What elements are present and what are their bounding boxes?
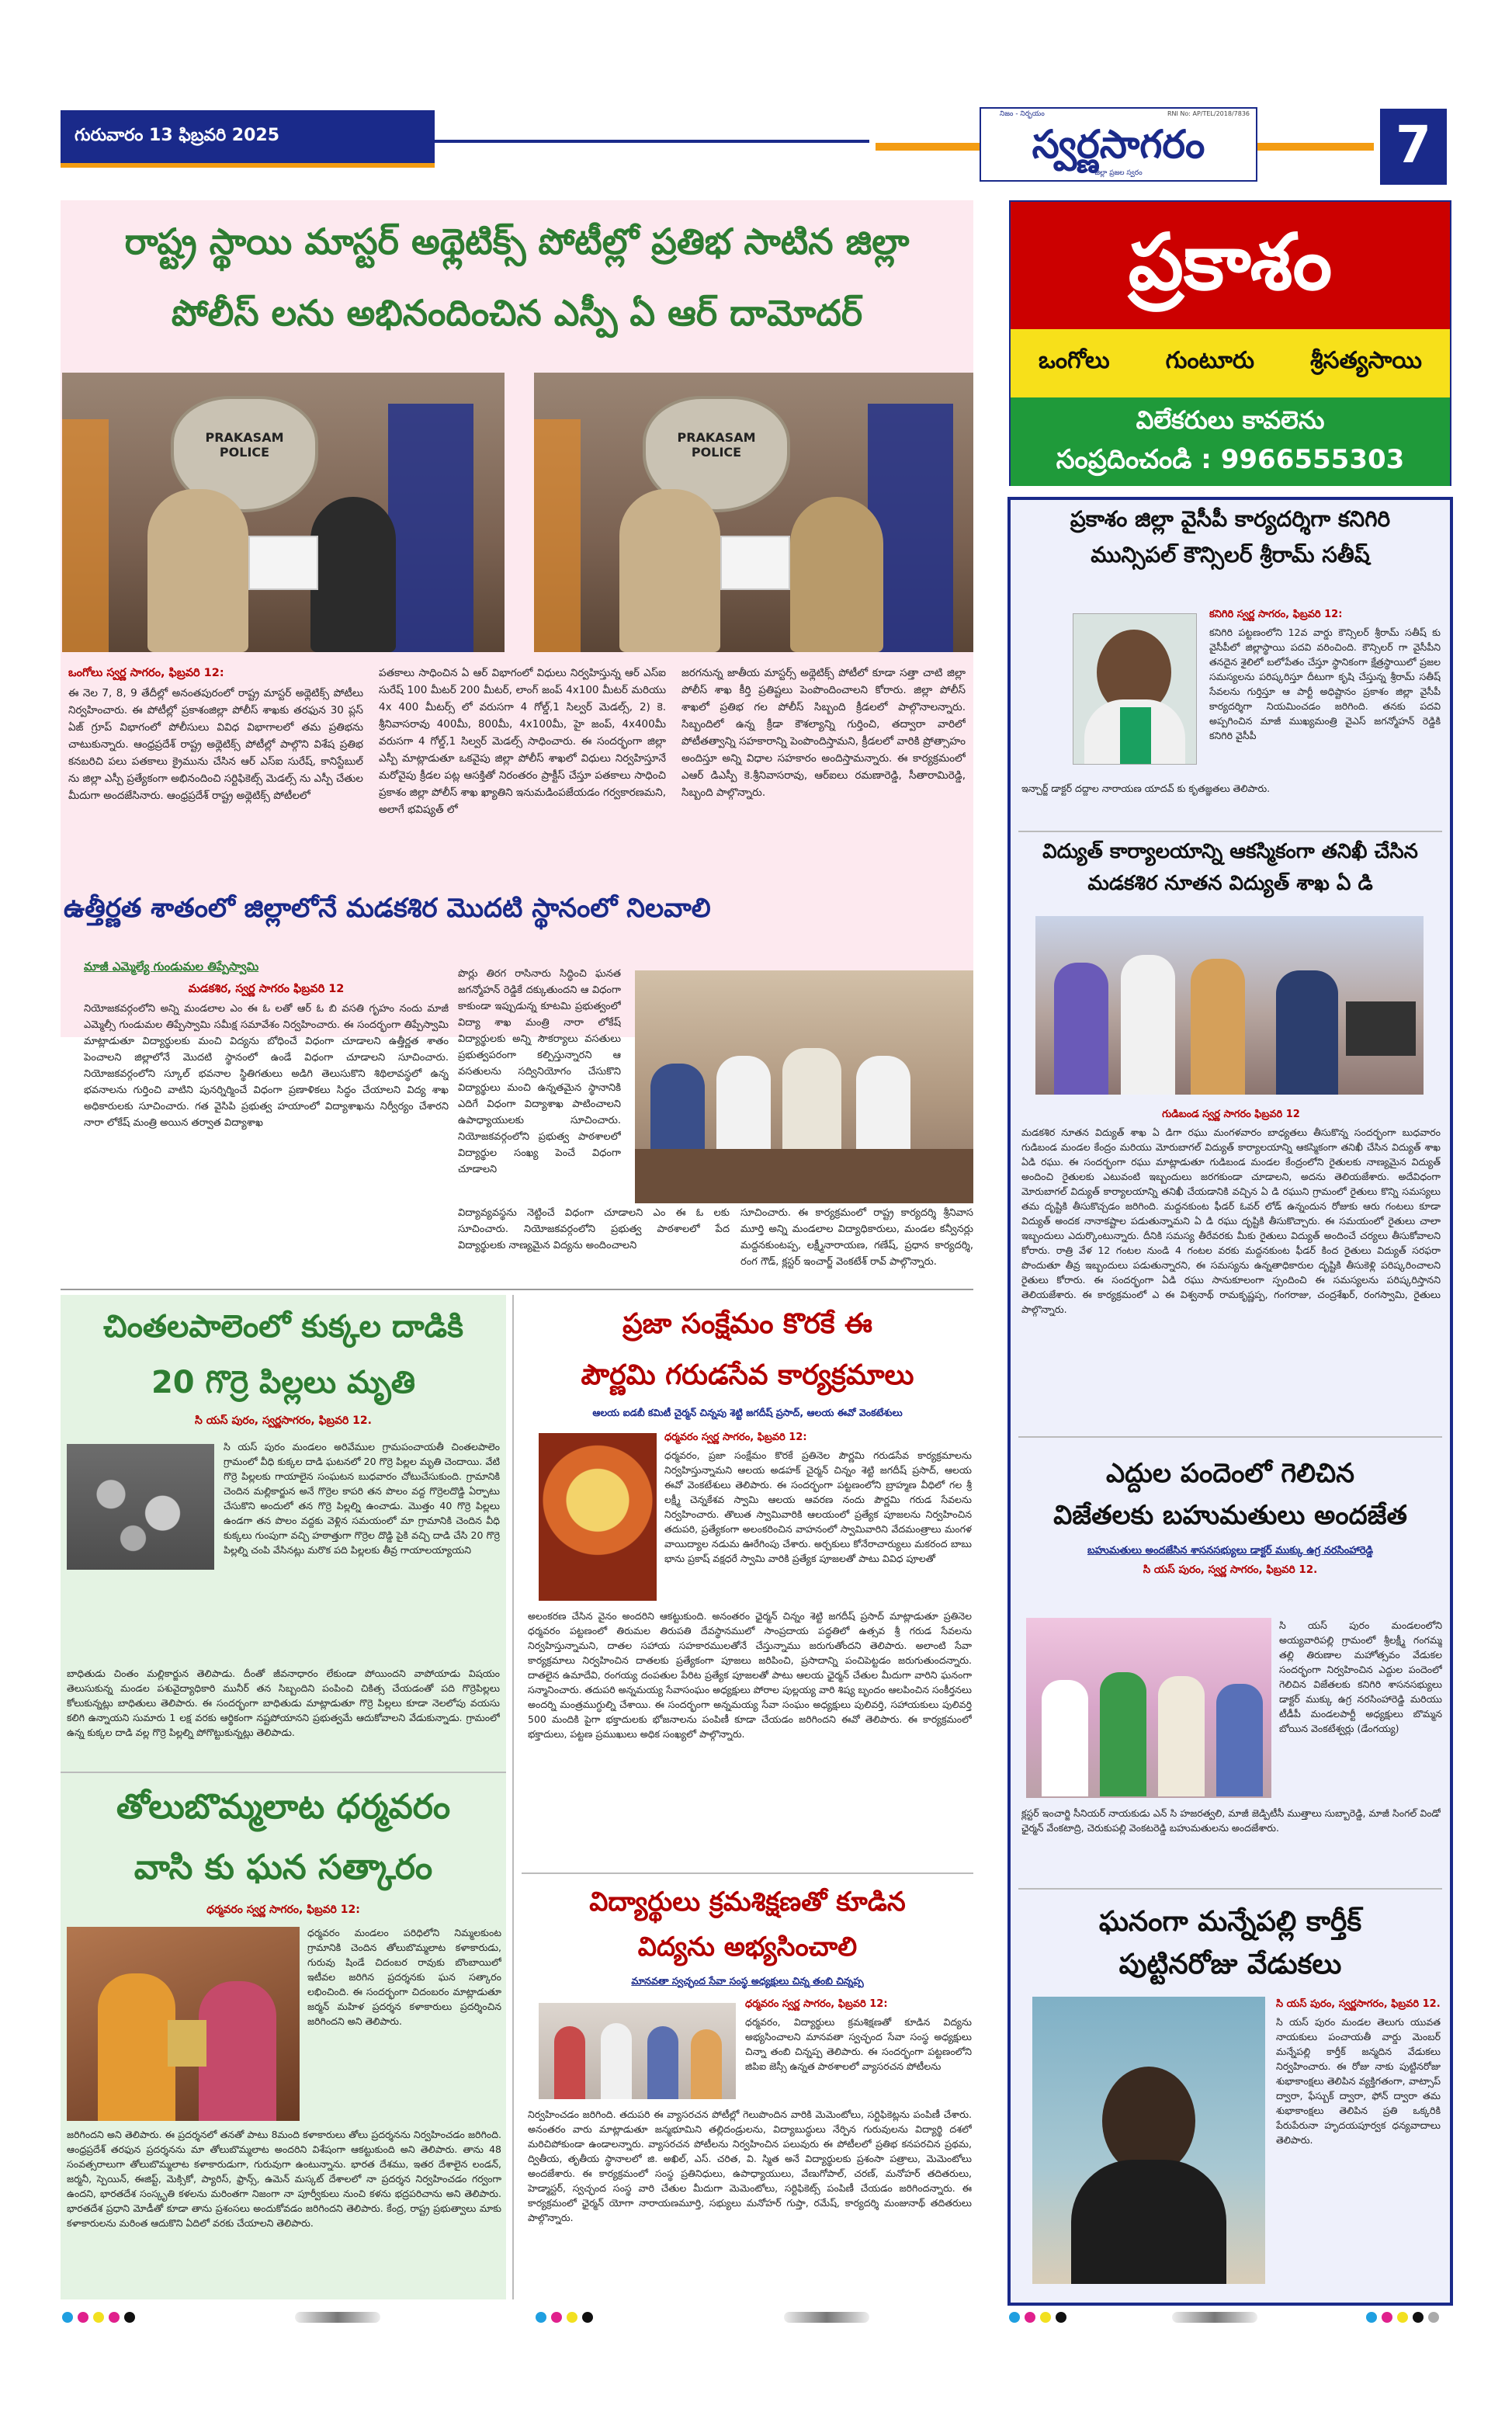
headline-students-2: విద్యను అభ్యసించాలి	[637, 1931, 858, 1963]
headline-ycp-1: ప్రకాశం జిల్లా వైసీపీ కార్యదర్శిగా కనిగిరి	[1070, 506, 1391, 532]
headline-madakasira: ఉత్తీర్ణత శాతంలో జిల్లాలోనే మడకశిర మొదటి స్థానంలో నిలవాలి	[64, 893, 711, 924]
bullock-body: సి యస్ పురం మండలంలోని అయ్యవారిపల్లి గ్రామంలో శ్రీలక్ష్మీ గంగమ్మ తల్లి తిరుణాల మహోత్సవం వేడుకల సందర్భంగా నిర్వహించిన ఎద్దుల పందెంలో గెలిచిన విజేతలకు కనిగిరి శాసనసభ్యులు డాక్టర్ ముక్కు ఉగ్ర నరసింహారెడ్డి మరియు టీడీపీ మండలపార్టీ అధ్యక్షులు బొమ్మన బోయిన వెంకటేశ్వర్లు (డేంగయ్య)	[1279, 1619, 1442, 1734]
students-dateline: ధర్మవరం స్వర్ణ సాగరం, ఫిబ్రవరి 12:	[745, 1998, 888, 2010]
headline-athletics-1: రాష్ట్ర స్థాయి మాస్టర్ అథ్లెటిక్స్ పోటీల్లో ప్రతిభ సాటిన జిల్లా	[124, 220, 910, 262]
emblem-sign: PRAKASAM POLICE	[205, 430, 284, 460]
footer-color-marks-far-right	[1366, 2312, 1439, 2323]
athletics-col-1: ఒంగోలు స్వర్ణ సాగరం, ఫిబ్రవరి 12: ఈ నెల 7, 8, 9 తేదీల్లో అనంతపురంలో రాష్ట్ర మాస్టర్ అథ్లెటిక్స్ పోటీలు నిర్వహించారు. ఈ పోటీల్లో ప్రకాశంజిల్లా పోలీస్ శాఖకు తరఫున 30 ప్లస్ ఏజ్ గ్రూప్ విభాగంలో పోలీసులు వివిధ విభాగాలలో తమ ప్రతిభను చాటుకున్నారు. ఆంధ్రప్రదేశ్ రాష్ట్ర అథ్లెటిక్స్ పోటీల్లో పాల్గొని విశేష ప్రతిభ కనబరిచి పలు పతకాలు క్రైమును చేసిన ఆర్ ఎస్ఐ సురేష్, కానిస్టేబుల్ ను జిల్లా ఎస్పీ ప్రత్యేకంగా అభినందించి సర్టిఫికెట్స్ మెడల్స్ ను ఎస్పీ చేతుల మీదుగా అందజేసినారు. ఆంధ్రప్రదేశ్ రాష్ట్ర అథ్లెటిక్స్ పోటీలలో	[68, 665, 363, 1022]
headline-bullock-2: విజేతలకు బహుమతులు అందజేత	[1053, 1499, 1407, 1531]
certificate-2	[720, 536, 790, 590]
headline-dog-attack-1: చింతలపాలెంలో కుక్కల దాడికి	[102, 1309, 464, 1345]
athlete-figure	[310, 497, 396, 652]
ad-place-2: గుంటూరు	[1165, 347, 1255, 374]
constable-figure	[790, 497, 883, 652]
ad-place-1: ఒంగోలు	[1038, 347, 1110, 374]
garuda-dateline: ధర్మవరం స్వర్ణ సాగరం, ఫిబ్రవరి 12:	[664, 1432, 807, 1443]
column-divider	[512, 1295, 514, 2299]
birthday-dateline: సి యస్ పురం, స్వర్ణసాగరం, ఫిబ్రవరి 12.	[1276, 1998, 1441, 2010]
athletics-col-2: పతకాలు సాధించిన ఏ ఆర్ విభాగంలో విధులు నిర్వహిస్తున్న ఆర్ ఎస్ఐ సురేష్ 100 మీటర్ 200 మీటర్, లాంగ్ జంప్ 4x100 మీటర్ మరియు 4x 400 మీటర్స్ లో వరుసగా 4 గోల్డ్,1 సిల్వర్ మెడల్స్, 2) కె. శ్రీనివాసరావు 400మీ, 800మీ, 4x100మీ, హై జంప్, 4x400మీ వరుసగా 4 గోల్డ్,1 సిల్వర్ మెడల్స్ సాధించారు. ఈ సందర్భంగా జిల్లా ఎస్పీ మాట్లాడుతూ ఒకవైపు జిల్లా పోలీస్ శాఖలో విధులు నిర్వహిస్తూనే మరోవైపు క్రీడల పట్ల ఆసక్తితో నిరంతరం ప్రాక్టీస్ చేస్తూ పతకాలు సాధించి ప్రకాశం జిల్లా పోలీస్ శాఖ ఖ్యాతిని ఇనుమడింపజేయడం గర్వకారణమని, అలాగే భవిష్యత్ లో	[379, 667, 666, 816]
footer-color-marks-mid	[536, 2312, 593, 2323]
masthead-rni: RNI No: AP/TEL/2018/7836	[1167, 110, 1250, 117]
certificate	[248, 536, 318, 590]
issue-date: గురువారం 13 ఫిబ్రవరి 2025	[75, 126, 280, 145]
section-divider	[61, 1289, 973, 1290]
ycp-body-end: ఇన్చార్జ్ డాక్టర్ దద్దాల నారాయణ యాదవ్ కు కృతజ్ఞతలు తెలిపారు.	[1021, 783, 1271, 794]
headline-puppetry-2: వాసి కు ఘన సత్కారం	[134, 1848, 433, 1887]
headline-garuda-1: ప్రజా సంక్షేమం కొరకే ఈ	[622, 1308, 872, 1340]
dog-attack-body: సి యస్ పురం మండలం అరివేముల గ్రామపంచాయతీ చింతలపాలెం గ్రామంలో వీధి కుక్కల దాడి ఘటనలో 20 గొర్రె పిల్లల మృతి చెందాయి. వేటి గొర్రె పిల్లలకు గాయాలైన సంఘటన బుధవారం చోటుచేసుకుంది. గ్రామానికి చెందిన మల్లికార్జున అనే గొర్రెల కాపరి తన పొలం వద్ద గొర్రెలదొడ్డి ఏర్పాటు చేసుకొని అందులో తన గొర్రె పిల్లల్ని ఉంచాడు. మొత్తం 40 గొర్రె పిల్లలు ఉండగా తన పొలం వద్దకు వెళ్లిన సమయంలో మా గ్రామానికి చెందిన వీధి కుక్కలు గుంపుగా వచ్చి హఠాత్తుగా గొర్రెల దొడ్డి పైకి వచ్చి దాడి చేసి 20 గొర్రె పిల్లల్ని చంపి వేసినట్లు మరొక పది పిల్లలకు తీవ్ర గాయాలయ్యాయని	[224, 1441, 500, 1556]
headline-birthday-2: పుట్టినరోజు వేడుకలు	[1118, 1948, 1342, 1980]
photo-garuda-deity	[539, 1433, 657, 1601]
athletics-col-3: జరగనున్న జాతీయ మాస్టర్స్ అథ్లెటిక్స్ పోటీలో కూడా సత్తా చాటి జిల్లా పోలీస్ శాఖ కీర్తి ప్రతిష్టలు పెంపొందించాలని కోరారు. జిల్లా పోలీస్ శాఖలో ప్రతిభ గల పోలీస్ సిబ్బంది క్రీడలలో పాల్గొనాలన్నారు. సిబ్బందిలో ఉన్న క్రీడా కౌశల్యాన్ని గుర్తించి, తద్వారా వారిలో పోటీతత్వాన్ని సహకారాన్ని పెంపొందిస్తామని, క్రీడలలో వారికి ప్రోత్సాహం అందిస్తూ అన్ని విధాల సహకారం అందిస్తామన్నారు. ఈ కార్యక్రమంలో ఎఆర్ డిఎస్పీ కె.శ్రీనివాసరావు, ఆర్ఐలు రమణారెడ్డి, సీతారామిరెడ్డి, సిబ్బంది పాల్గొన్నారు.	[681, 667, 966, 799]
garuda-body-end: అలంకరణ చేసిన వైనం అందరిని ఆకట్టుకుంది. అనంతరం ఛైర్మన్ చిన్నం శెట్టి జగదీష్ ప్రసాద్ మాట్లాడుతూ ప్రతినెల ధర్మవరం పట్టణంలో తిరుమల తిరుపతి దేవస్థానములో సాంప్రదాయ పద్ధతిలో ఉత్సవ శ్రీ గరుడ సేవలను నిర్వహిస్తున్నామని, దాతల సహాయ సహకారములతోనే చేస్తున్నాము జరుగుతోందని తెలిపారు. అలాంటి సేవా కార్యక్రమాలు నిర్వహించిన దాతలకు ప్రత్యేకంగా పూజలు జరిపించి, ప్రసాదాన్ని పంచిపెట్టడం జరుగుతుందన్నారు. దాతలైన ఉమాదేవి, రంగయ్య దంపతుల పేరిట ప్రత్యేక పూజలతో పాటు ఆలయ ఛైర్మన్ చేతుల మీదుగా వారిని ఘనంగా సన్మానించారు. తదుపరి అన్నమయ్య సేవాసంఘం అధ్యక్షులు పోరాల పుల్లయ్య వారి శిష్య బృందం ఆలపించిన సంకీర్తనలు అందర్ని మంత్రముగ్ధుల్ని చేశాయి. ఈ సందర్భంగా అన్నమయ్య సేవా సంఘం అధ్యక్షులు పులివర్తి, సహాయకులు పులివర్తి 500 మందికి పైగా భక్తాదులకు భోజనాలను పంపిణీ కూడా చేయడం జరిగిందని ఈవో తెలిపారు. ఈ కార్యక్రమంలో భక్తాదులు, పట్టణ ప్రముఖులు అధిక సంఖ్యలో పాల్గొన్నారు.	[528, 1610, 972, 1740]
birthday-body: సి యస్ పురం, స్వర్ణసాగరం, ఫిబ్రవరి 12. సి యస్ పురం మండల తెలుగు యువత నాయకులు పంచాయతీ వార్డు మెంబర్ మన్నేపల్లి కార్తీక్ జన్మదిన వేడుకలు నిర్వహించారు. ఈ రోజు నాకు పుట్టినరోజు శుభాకాంక్షలు తెలిపిన వ్యక్తిగతంగా, వాట్సాప్ ద్వారా, ఫేస్బుక్ ద్వారా, ఫోన్ ద్వారా తమ శుభాకాంక్షలు తెలిపిన ప్రతి ఒక్కరికి పేరుపేరునా హృదయపూర్వక ధన్యవాదాలు తెలిపారు.	[1276, 1998, 1441, 2146]
students-body: ధర్మవరం స్వర్ణ సాగరం, ఫిబ్రవరి 12: ధర్మవరం, విద్యార్థులు క్రమశిక్షణతో కూడిన విద్యను అభ్యసించాలని మానవతా స్వచ్ఛంద సేవా సంస్థ అధ్యక్షులు చిన్నా తంబి చిన్నప్ప తెలిపారు. ఈ సందర్భంగా పట్టణంలోని జిపిఐ జెస్సీ ఉన్నత పాఠశాలలో వ్యాసరచన పోటీలను	[745, 1998, 972, 2072]
story-birthday	[1018, 1888, 1442, 2299]
photo-karthik	[1032, 1997, 1265, 2284]
photo-prize-distribution	[1026, 1618, 1271, 1798]
photo-puppetry-award	[67, 1927, 300, 2121]
headline-ycp-2: మున్సిపల్ కౌన్సిలర్ శ్రీరామ్ సతీష్	[1091, 541, 1370, 567]
electricity-body: గుడిబండ స్వర్ణ సాగరం ఫిబ్రవరి 12 మడకశిర నూతన విద్యుత్ శాఖ ఏ డిగా రఘు మంగళవారం బాధ్యతలు తీసుకొన్న సందర్భంగా బుధవారం గుడిబండ మండల కేంద్రం మరియు మోరుబాగల్ విద్యుత్ కార్యాలయాన్ని ఆకస్మికంగా తనిఖీ చేసిన విద్యుత్ శాఖ ఏడి రఘు. ఈ సందర్భంగా రఘు మాట్లాడుతూ గుడిబండ మండల కేంద్రంలోని రైతులకు నాణ్యమైన విద్యుత్ అందించి రైతులకు ఎటువంటి ఇబ్బందులు జరగకుండా చూడాలని, అదను తెలియజేశారు. అదేవిధంగా మోరుబాగల్ విద్యుత్ కార్యాలయాన్ని తనిఖీ చేయడానికి వచ్చిన ఏ డి రఘుని గ్రామంలో రైతులు కొన్ని సమస్యలు తమ దృష్టికి తీసుకొచ్చడం జరిగింది. మద్దనకుంట ఫీడర్ ఓవర్ లోడ్ ఉన్నందున రోజుకు ఆరు గంటలు కూడా విద్యుత్ అందక నానాకష్టాల పడుతున్నామని ఏ డి రఘు దృష్టికి తీసుకొచ్చారు. ఈ సమయంలో రైతులు చాలా ఇబ్బందులు ఎదుర్కొంటున్నారు. దీనికి సమస్య తీరేవరకు మీకు రైతులు విద్యుత్ అందించే చర్యలు తీసుకోవాలని కోరారు. రాత్రి వేళ 12 గంటల నుండి 4 గంటల వరకు మద్దనకుంట ఫీడర్ కింద రైతులు విద్యుత్ సరఫరా పొందుతూ తీవ్ర ఇబ్బందులు పడుతున్నారని, ఈ సమస్యను ఉన్నతాధికారుల దృష్టికి తీసుకెళ్లి పరిష్కరించాలని రైతులు కోరారు. ఈ సందర్భంగా ఏడి రఘు సానుకూలంగా స్పందించి ఈ సమస్యలను పరిష్కరిస్తానని తెలియజేశారు. ఈ కార్యక్రమంలో ఎ ఈ విశ్వనాథ్ రామకృష్ణప్ప, గంగరాజు, చంద్రశేఖర్, రంగస్వామి, రైతులు పాల్గొన్నారు.	[1021, 1109, 1441, 1315]
puppetry-body-end: జరిగిందని అని తెలిపారు. ఈ ప్రదర్శనలో తనతో పాటు 8మంది కళాకారులు తోలు ప్రదర్శనను నిర్వహించడం జరిగింది. ఆంధ్రప్రదేశ్ తరఫున ప్రదర్శనను మా తోలుబొమ్మలాట అందరిని విశేషంగా ఆకట్టుకుంది అని తెలిపారు. తాను 48 సంవత్సరాలుగా తోలుబొమ్మలాట కళాకారుడుగా, గురువుగా ఉంటున్నాను. భారత దేశము, ఇతర దేశాలైన లండన్, జర్మనీ, స్పెయిన్, ఈజిప్ట్, మెక్సికో, ప్యారిస్, ఫ్రాన్స్, ఉమెన్ మస్కట్ దేశాలలో నా ప్రదర్శన నిర్వహించడం గర్వంగా ఉందని, భారతదేశ సంస్కృతి కళలను మరింతగా నిజంగా నా పూర్వీకులు నుంచి కళను భద్రపరిచాను అని తెలిపారు. భారతదేశ ప్రధాని మోడీతో కూడా తాను ప్రశంసలు అందుకోవడం జరిగిందని తెలిపారు. కేంద్ర, రాష్ట్ర ప్రభుత్వాలు మాకు కళాకారులను మరింత ఆదుకొని ఏదిలో వరకు చేయాలని తెలిపారు.	[67, 2129, 501, 2229]
headline-electricity-1: విద్యుత్ కార్యాలయాన్ని ఆకస్మికంగా తనిఖీ చేసిన	[1042, 840, 1418, 863]
story-dog-attack	[61, 1295, 506, 1778]
madakasira-col-4: సూచించారు. ఈ కార్యక్రమంలో రాష్ట్ర కార్యదర్శి శ్రీనివాస మూర్తి అన్ని మండలాల విద్యాధికారులు, మండల కన్వీనర్లు మద్దనకుంటప్ప, లక్ష్మీనారాయణ, గణేష్, ప్రధాన కార్యదర్శి, రంగ గౌడ్, క్లస్టర్ ఇంచార్జ్ వెంకటేశ్ రావ్ పాల్గొన్నారు.	[740, 1207, 973, 1268]
footer-color-marks-right	[1009, 2312, 1066, 2323]
headline-bullock-1: ఎద్దుల పందెంలో గెలిచిన	[1105, 1458, 1355, 1489]
photo-sriram-satish	[1073, 613, 1197, 765]
story-students	[522, 1872, 973, 2299]
masthead-title: స్వర్ణసాగరం	[1032, 122, 1205, 167]
ad-place-3: శ్రీసత్యసాయి	[1310, 347, 1422, 374]
footer-gray-bar-mid	[784, 2312, 869, 2323]
puppetry-dateline: ధర్మవరం స్వర్ణ సాగరం, ఫిబ్రవరి 12:	[206, 1904, 360, 1916]
story-ycp-secretary	[1018, 505, 1442, 823]
photo-sp-felicitation-2	[534, 373, 973, 652]
dog-attack-body-end: బాధితుడు చింతం మల్లికార్జున తెలిపాడు. దీంతో జీవనాధారం లేకుండా పోయిందని వాపోయాడు విషయం తెలుసుకున్న మండల పశువైద్యాధికారి మునీర్ తన సిబ్బందిని పంపించి చికిత్స చేయడంతో పది గొర్రెపిల్లలు కోలుకున్నట్లు బాధితులు తెలిపారు. ఈ సందర్భంగా బాధితుడు మాట్లాడుతూ గొర్రె పిల్లలు కూడా నెలలోపు వయసు కలిగి ఉన్నాయని సుమారు 1 లక్ష వరకు ఆర్థికంగా నష్టపోయానని ప్రభుత్వమే ఆదుకోవాలని వేడుకున్నాడు. గ్రామంలో ఉన్న కుక్కల దాడి వల్ల గొర్రె పిల్లల్ని పోగొట్టుకున్నట్లు తెలిపాడు.	[67, 1668, 500, 1738]
electricity-dateline: గుడిబండ స్వర్ణ సాగరం ఫిబ్రవరి 12	[1162, 1109, 1300, 1120]
ad-wanted: విలేకరులు కావలెను	[1136, 405, 1325, 435]
madakasira-dateline: మడకశిర, స్వర్ణ సాగరం ఫిబ్రవరి 12	[188, 983, 345, 995]
officer-figure	[147, 489, 248, 652]
footer-gray-bar-left	[295, 2312, 380, 2323]
headline-garuda-2: పౌర్ణమి గరుడసేవ కార్యక్రమాలు	[581, 1359, 914, 1391]
ad-places-band	[1011, 329, 1450, 397]
masthead-tagline-top: నిజం - నిర్భయం	[1000, 110, 1045, 118]
story-puppetry	[61, 1772, 506, 2299]
headline-students-1: విద్యార్థులు క్రమశిక్షణతో కూడిన	[589, 1886, 906, 1918]
puppetry-body: ధర్మవరం మండలం పరిధిలోని నిమ్మలకుంట గ్రామానికి చెందిన తోలుబొమ్మలాట కళాకారుడు, గురువు షిండే చిదంబర రావుకు బొంబాయిలో ఇటీవల జరిగిన ప్రదర్శనకు ఘన సత్కారం లభించింది. ఈ సందర్భంగా చిదంబరం మాట్లాడుతూ జర్మన్ మహిళ ప్రదర్శన కళాకారులు ప్రదర్శించిన జరిగిందని అని తెలిపారు.	[307, 1927, 501, 2027]
footer-color-marks-left	[62, 2312, 135, 2323]
ad-phone: సంప్రదించండి : 9966555303	[1056, 444, 1405, 475]
madakasira-subhead: మాజీ ఎమ్మెల్యే గుండుమల తిప్పేస్వామి	[84, 960, 259, 974]
page-number: 7	[1396, 115, 1431, 175]
header-rule-left	[435, 140, 869, 143]
story-garuda-seva	[522, 1295, 973, 1872]
date-bar	[61, 110, 435, 168]
photo-students-award	[539, 2003, 736, 2099]
footer-gray-bar-right	[1172, 2312, 1257, 2323]
madakasira-col-3: విద్యావ్యవస్థను నెట్టించే విధంగా చూడాలని ఎం ఈ ఓ లకు సూచించారు. నియోజకవర్గంలోని ప్రభుత్వ పాఠశాలలో పేద విద్యార్థులకు నాణ్యమైన విద్యను అందించాలని	[458, 1207, 730, 1251]
bullock-body-end: క్లస్టర్ ఇంచార్జి సీనియర్ నాయకుడు ఎన్ సి హజరత్వలి, మాజీ జెడ్పిటీసీ ముత్తాలు సుబ్బారెడ్డి, మాజీ సింగల్ విండో ఛైర్మన్ వేంకటాద్రి, చెరుకుపల్లి వెంకటరెడ్డి బహుమతులను అందజేశారు.	[1021, 1807, 1441, 1834]
headline-athletics-2: పోలీస్ లను అభినందించిన ఎస్పీ ఏ ఆర్ దామోదర్	[171, 292, 863, 334]
photo-meeting	[635, 970, 973, 1203]
emblem-sign-2: PRAKASAM POLICE	[677, 430, 756, 460]
ycp-dateline: కనిగిరి స్వర్ణ సాగరం, ఫిబ్రవరి 12:	[1209, 609, 1343, 620]
students-body-end: నిర్వహించడం జరిగింది. తదుపరి ఈ వ్యాసరచన పోటీల్లో గెలుపొందిన వారికి మెమెంటోలు, సర్టిఫికెట్లను పంపిణీ చేశారు. అనంతరం వారు మాట్లాడుతూ జన్మభూమిని తల్లిదండ్రులను, విద్యాబుద్ధులు నేర్పిన గురువులను విద్యార్థి దశలో మరిచిపోకుండా ఉండాలన్నారు. వ్యాసరచన పోటీలను నిర్వహించిన పలువురు ఈ పోటీలలో ప్రతిభ కనపరచిన ప్రథమ, ద్వితీయ, తృతీయ స్థానాలలో జి. అఖిల్, ఎస్. చరిత, వి. స్మిత అనే విద్యార్థులకు ప్రశంసా పత్రాలు, మెమెంటోలు అందజేశారు. ఈ కార్యక్రమంలో సంస్థ ప్రతినిధులు, ఉపాధ్యాయులు, వేణుగోపాల్, చరణ్, మనోహర్ తదితరులు, హెడ్మాస్టర్, స్వచ్ఛంద సంస్థ వారి చేతుల మీదుగా మెమెంటోలు, సర్టిఫికెట్స్ పంపిణీ చేయడం జరిగిందన్నారు. ఈ కార్యక్రమంలో ఛైర్మన్ యోగా నారాయణమూర్తి, సభ్యులు మనోహర్ గుప్తా, రమేష్, కార్యదర్శి మంజునాథ్ తదితరులు పాల్గొన్నారు.	[528, 2108, 972, 2223]
madakasira-col-1: మడకశిర, స్వర్ణ సాగరం ఫిబ్రవరి 12 నియోజకవర్గంలోని అన్ని మండలాల ఎం ఈ ఓ లతో ఆర్ ఓ బి వసతి గృహం నందు మాజీ ఎమ్మెల్సీ గుండుమల తిప్పేస్వామి సమీక్ష సమావేశం నిర్వహించారు. ఈ సందర్భంగా తిప్పేస్వామి మాట్లాడుతూ విద్యార్థులకు మంచి విద్యను బోధించే విధంగా చూడాలని ఉత్తీర్ణత శాతం పెంచాలని జిల్లాలోనే మొదటి స్థానంలో ఉండే విధంగా చూడాలని సూచించారు. నియోజకవర్గంలోని స్కూల్ భవనాల స్థితిగతులు అడిగి తెలుసుకొని శిథిలావస్థలో ఉన్న భవనాలను గుర్తించి వాటిని పునర్నిర్మించే విధంగా ప్రణాళికలు సిద్ధం చేయాలని విద్య శాఖ అధికారులకు సూచించారు. గత వైసిపి ప్రభుత్వ హయాంలో విద్యాశాఖను నిర్వీర్యం చేశారని నారా లోకేష్ మంత్రి అయిన తర్వాత విద్యాశాఖ	[84, 983, 449, 1129]
ycp-body: కనిగిరి స్వర్ణ సాగరం, ఫిబ్రవరి 12: కనిగిరి పట్టణంలోని 12వ వార్డు కౌన్సిలర్ శ్రీరామ్ సతీష్ కు వైసీపీలో జిల్లాస్థాయి పదవి వరించింది. కౌన్సిలర్ గా వైసీపీని తనదైన శైలిలో బలోపేతం చేస్తూ స్థానికంగా క్షేత్రస్థాయిలో ప్రజల సమస్యలను పరిష్కరిస్తూ దీటుగా కృషి చేస్తున్న శ్రీరామ్ సతీష్ సేవలను గుర్తిస్తూ ఆ పార్టీ అధిష్టానం ప్రకాశం జిల్లా వైసీపీ కార్యదర్శిగా నియమించడం జరిగింది. తనకు పదవి అప్పగించిన మాజీ ముఖ్యమంత్రి వైఎస్ జగన్మోహన్ రెడ్డికి కనిగిరి వైసీపీ	[1209, 609, 1441, 741]
photo-dead-lambs	[67, 1444, 214, 1570]
photo-sp-felicitation-1	[62, 373, 505, 652]
ad-prakasam	[1009, 200, 1451, 486]
dog-attack-dateline: సి యస్ పురం, స్వర్ణసాగరం, ఫిబ్రవరి 12.	[195, 1414, 372, 1427]
students-subhead: మానవతా స్వచ్ఛంద సేవా సంస్థ అధ్యక్షులు చిన్న తంబి చిన్నప్ప	[631, 1975, 864, 1987]
headline-electricity-2: మడకశిర నూతన విద్యుత్ శాఖ ఏ డి	[1087, 872, 1373, 896]
officer-figure-2	[619, 489, 720, 652]
header-rule-accent	[876, 143, 980, 151]
garuda-subhead: ఆలయ ఐడబీ కమిటీ చైర్మన్ చిన్నపు శెట్టి జగదీష్ ప్రసాద్, ఆలయ ఈవో వెంకటేశులు	[592, 1407, 903, 1418]
headline-dog-attack-2: 20 గొర్రె పిల్లలు మృతి	[151, 1365, 416, 1400]
story-bullock-race	[1018, 1436, 1442, 1886]
masthead	[980, 107, 1257, 182]
bullock-subhead: బహుమతులు అందజేసిన శాసనసభ్యులు డాక్టర్ ముక్కు ఉగ్ర నరసింహారెడ్డి	[1087, 1544, 1374, 1557]
headline-puppetry-1: తోలుబొమ్మలాట ధర్మవరం	[116, 1787, 451, 1827]
photo-electricity-inspection	[1035, 916, 1424, 1095]
bullock-dateline: సి యస్ పురం, స్వర్ణ సాగరం, ఫిబ్రవరి 12.	[1143, 1563, 1318, 1576]
ad-title: ప్రకాశం	[1128, 217, 1333, 307]
header-rule-accent-right	[1257, 143, 1374, 151]
masthead-tagline-bottom: జిల్లా ప్రజల స్వరం	[1094, 169, 1143, 177]
garuda-body: ధర్మవరం స్వర్ణ సాగరం, ఫిబ్రవరి 12: ధర్మవరం, ప్రజా సంక్షేమం కొరకే ప్రతినెల పౌర్ణమి గరుడసేవ కార్యక్రమాలను నిర్వహిస్తున్నామని ఆలయ అడహక్ చైర్మన్ చిన్నం శెట్టి జగదీష్ ప్రసాద్, ఆలయ ఈవో వెంకటేశులు తెలిపారు. ఈ సందర్భంగా పట్టణంలోని బ్రాహ్మణ వీధిలో గల శ్రీ లక్ష్మీ చెన్నకేశవ స్వామి ఆలయ ఆవరణ నందు పౌర్ణమి గరుడ సేవలను నిర్వహించారు. తొలుత స్వామివారికి ఆలయంలో ప్రత్యేక పూజలను నిర్వహించిన తదుపరి, ప్రత్యేకంగా అలంకరించిన వాహనంలో స్వామివారిని వేదమంత్రాలు మంగళ వాయిద్యాల నడుమ ఊరేగింపు చేశారు. అర్చకులు కోనేరాచార్యులు మకరంద బాబు భాను ప్రకాష్ వక్షధరే స్వామి వారికి ప్రత్యేక పూజలతో పాటు వివిధ పూలతో	[664, 1432, 972, 1564]
athletics-dateline: ఒంగోలు స్వర్ణ సాగరం, ఫిబ్రవరి 12:	[68, 667, 224, 679]
madakasira-col-2: పొర్లు తిరగ రాసినారు సిద్ధించి ఘనత జగన్మోహన్ రెడ్డికే దక్కుతుందని ఆ విధంగా కాకుండా ఇప్పుడున్న కూటమి ప్రభుత్వంలో విద్యా శాఖ మంత్రి నారా లోకేష్ విద్యార్థులకు అన్ని సౌకర్యాలు వసతులు ప్రభుత్వపరంగా కల్పిస్తున్నారని ఆ వసతులను సద్వినియోగం చేసుకొని విద్యార్థులు మంచి ఉన్నతమైన స్థానానికి ఎదిగే విధంగా విద్యాశాఖ పాటించాలని ఉపాధ్యాయులకు సూచించారు. నియోజకవర్గంలోని ప్రభుత్వ పాఠశాలలో విద్యార్థుల సంఖ్య పెంచే విధంగా చూడాలని	[458, 968, 621, 1175]
story-madakasira	[61, 891, 973, 1289]
story-electricity	[1018, 831, 1442, 1428]
ad-title-band	[1011, 202, 1450, 329]
headline-birthday-1: ఘనంగా మన్నేపల్లి కార్తీక్	[1098, 1906, 1362, 1938]
page-number-box	[1380, 109, 1447, 185]
ad-contact-band	[1011, 397, 1450, 486]
